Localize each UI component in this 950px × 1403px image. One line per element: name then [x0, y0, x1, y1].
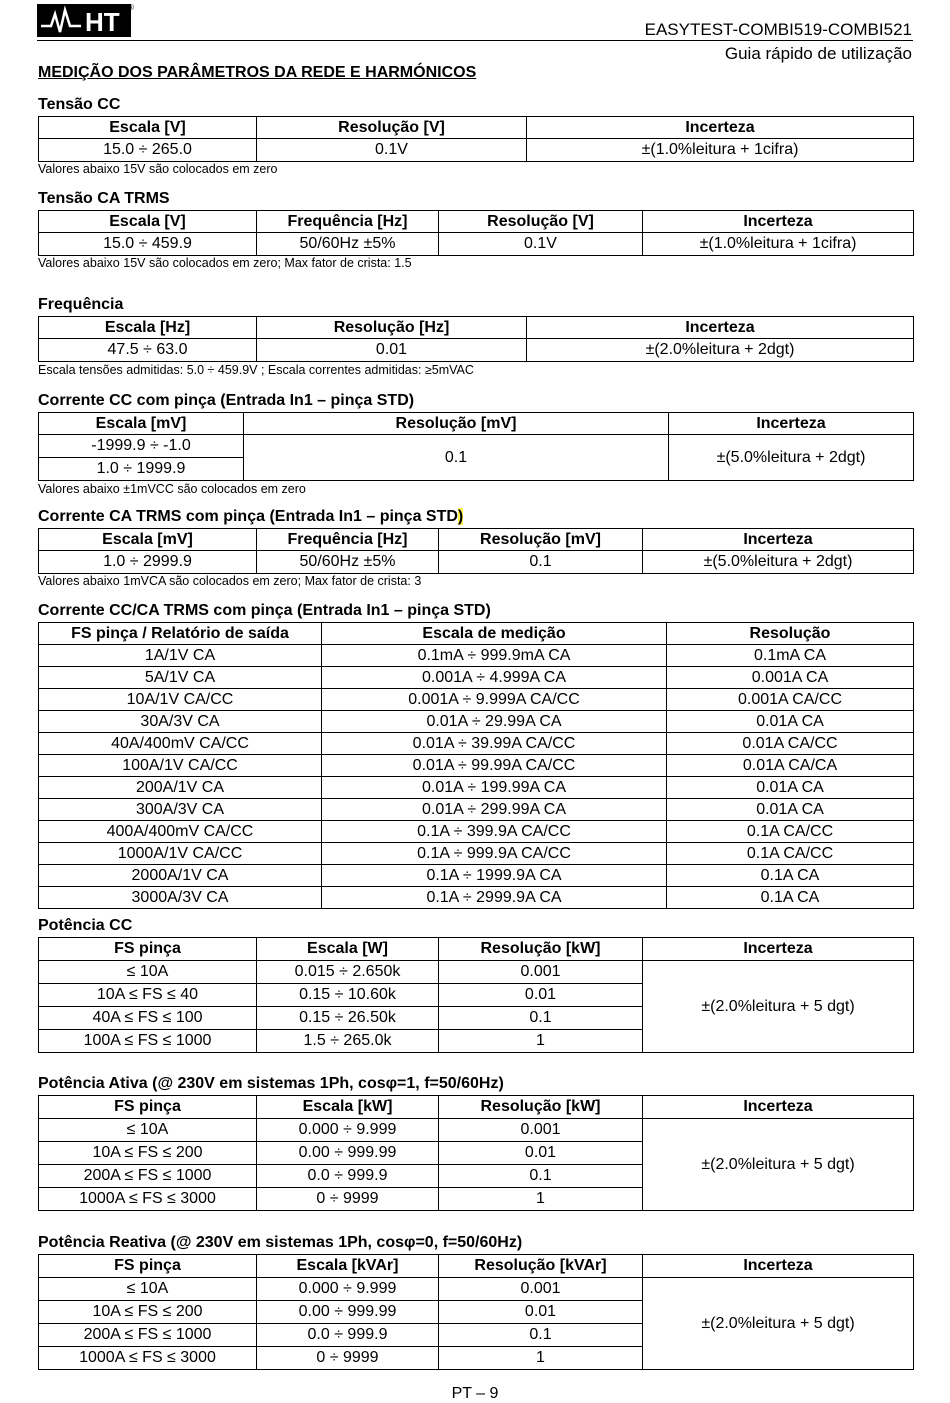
table-cell: 0.01A CA: [667, 711, 914, 733]
table-cell: 10A ≤ FS ≤ 40: [39, 984, 257, 1007]
table-cell: 47.5 ÷ 63.0: [39, 339, 257, 362]
tensao-ca-table: [38, 210, 914, 256]
header-cell: Escala [mV]: [39, 529, 257, 551]
header-cell: Resolução: [667, 623, 914, 645]
table-cell: 0.1A CA: [667, 887, 914, 909]
table-cell: ±(2.0%leitura + 5 dgt): [643, 961, 914, 1053]
corrente-cc-note: Valores abaixo ±1mVCC são colocados em zero: [38, 482, 306, 496]
header-cell: Incerteza: [643, 1096, 914, 1119]
header-cell: Resolução [mV]: [439, 529, 643, 551]
potencia-cc-table: [38, 937, 914, 1053]
table-cell: ≤ 10A: [39, 1119, 257, 1142]
table-cell: 0.001: [439, 1119, 643, 1142]
table-cell: 0.1: [244, 435, 669, 481]
tensao-cc-heading: Tensão CC: [38, 96, 121, 113]
table-cell: 0 ÷ 9999: [257, 1188, 439, 1211]
highlighted-paren: ): [457, 508, 464, 525]
table-cell: 0.01A ÷ 99.99A CA/CC: [322, 755, 667, 777]
table-cell: 0.000 ÷ 9.999: [257, 1278, 439, 1301]
tensao-cc-note: Valores abaixo 15V são colocados em zero: [38, 162, 278, 176]
table-cell: 100A ≤ FS ≤ 1000: [39, 1030, 257, 1053]
table-cell: ≤ 10A: [39, 1278, 257, 1301]
table-cell: 0.001A ÷ 9.999A CA/CC: [322, 689, 667, 711]
table-cell: 15.0 ÷ 459.9: [39, 233, 257, 256]
table-cell: 0.01A CA/CC: [667, 733, 914, 755]
table-cell: ±(1.0%leitura + 1cifra): [643, 233, 914, 256]
table-cell: ±(2.0%leitura + 2dgt): [527, 339, 914, 362]
header-cell: Incerteza: [669, 413, 914, 435]
corrente-ccca-heading: Corrente CC/CA TRMS com pinça (Entrada In1 – pinça STD): [38, 602, 491, 619]
header-cell: FS pinça / Relatório de saída: [39, 623, 322, 645]
header-cell: Resolução [Hz]: [257, 317, 527, 339]
header-cell: Resolução [mV]: [244, 413, 669, 435]
table-cell: 0.01A ÷ 29.99A CA: [322, 711, 667, 733]
header-rule: [37, 40, 913, 41]
header-cell: Frequência [Hz]: [257, 529, 439, 551]
table-cell: 0.00 ÷ 999.99: [257, 1301, 439, 1324]
header-cell: Escala [kVAr]: [257, 1255, 439, 1278]
header-cell: Escala [Hz]: [39, 317, 257, 339]
table-cell: 30A/3V CA: [39, 711, 322, 733]
corrente-ca-title: Corrente CA TRMS com pinça (Entrada In1 – pinça STD: [38, 508, 458, 525]
header-cell: FS pinça: [39, 938, 257, 961]
table-cell: 0.01A ÷ 299.99A CA: [322, 799, 667, 821]
frequencia-note: Escala tensões admitidas: 5.0 ÷ 459.9V ; Escala correntes admitidas: ≥5mVAC: [38, 363, 474, 377]
table-cell: 0.01A CA: [667, 777, 914, 799]
corrente-ca-table: [38, 528, 914, 574]
table-cell: 0.1A ÷ 2999.9A CA: [322, 887, 667, 909]
table-cell: 200A ≤ FS ≤ 1000: [39, 1324, 257, 1347]
table-cell: 0.1A ÷ 999.9A CA/CC: [322, 843, 667, 865]
potencia-ativa-heading: Potência Ativa (@ 230V em sistemas 1Ph, cosφ=1, f=50/60Hz): [38, 1075, 504, 1092]
guide-title: Guia rápido de utilização: [724, 44, 912, 63]
table-cell: 0.00 ÷ 999.99: [257, 1142, 439, 1165]
header-cell: Escala [mV]: [39, 413, 244, 435]
table-cell: 200A ≤ FS ≤ 1000: [39, 1165, 257, 1188]
table-cell: 0.1: [439, 1165, 643, 1188]
potencia-cc-heading: Potência CC: [38, 917, 133, 934]
table-cell: 10A/1V CA/CC: [39, 689, 322, 711]
table-cell: 0.15 ÷ 26.50k: [257, 1007, 439, 1030]
table-cell: 100A/1V CA/CC: [39, 755, 322, 777]
corrente-cc-heading: Corrente CC com pinça (Entrada In1 – pinça STD): [38, 392, 415, 409]
header-cell: Incerteza: [527, 317, 914, 339]
table-cell: 0.1mA CA: [667, 645, 914, 667]
table-cell: 0.01: [257, 339, 527, 362]
table-cell: 3000A/3V CA: [39, 887, 322, 909]
table-cell: 0.01A CA/CA: [667, 755, 914, 777]
header-cell: FS pinça: [39, 1096, 257, 1119]
table-cell: 0.01: [439, 1301, 643, 1324]
header-cell: Resolução [kW]: [439, 938, 643, 961]
frequencia-table: [38, 316, 914, 362]
header-cell: Incerteza: [527, 117, 914, 139]
registered-mark: ®: [128, 3, 134, 12]
table-cell: 0.001: [439, 961, 643, 984]
table-cell: 1.5 ÷ 265.0k: [257, 1030, 439, 1053]
header-cell: Resolução [kW]: [439, 1096, 643, 1119]
table-cell: 0.015 ÷ 2.650k: [257, 961, 439, 984]
tensao-cc-table: [38, 116, 914, 162]
table-cell: 0.1: [439, 1007, 643, 1030]
corrente-ca-note: Valores abaixo 1mVCA são colocados em zero; Max fator de crista: 3: [38, 574, 422, 588]
table-cell: ±(2.0%leitura + 5 dgt): [643, 1119, 914, 1211]
header-cell: Resolução [V]: [257, 117, 527, 139]
header-cell: Escala [W]: [257, 938, 439, 961]
table-cell: 1: [439, 1188, 643, 1211]
table-cell: 0.1: [439, 1324, 643, 1347]
corrente-ccca-table: [38, 622, 914, 909]
table-cell: 0.0 ÷ 999.9: [257, 1324, 439, 1347]
header-cell: Escala [V]: [39, 211, 257, 233]
table-cell: 0.01: [439, 984, 643, 1007]
header-cell: FS pinça: [39, 1255, 257, 1278]
table-cell: 50/60Hz ±5%: [257, 233, 439, 256]
table-cell: 10A ≤ FS ≤ 200: [39, 1142, 257, 1165]
table-cell: 0.01A ÷ 39.99A CA/CC: [322, 733, 667, 755]
table-cell: 0.1V: [439, 233, 643, 256]
table-cell: 200A/1V CA: [39, 777, 322, 799]
header-cell: Incerteza: [643, 1255, 914, 1278]
header-cell: Escala de medição: [322, 623, 667, 645]
section-title: MEDIÇÃO DOS PARÂMETROS DA REDE E HARMÓNICOS: [38, 64, 477, 81]
table-cell: 5A/1V CA: [39, 667, 322, 689]
ht-logo: [37, 4, 131, 37]
table-cell: 0.001: [439, 1278, 643, 1301]
table-cell: 1.0 ÷ 1999.9: [39, 458, 244, 481]
brand-text: HT: [85, 7, 120, 37]
table-cell: 300A/3V CA: [39, 799, 322, 821]
tensao-ca-note: Valores abaixo 15V são colocados em zero; Max fator de crista: 1.5: [38, 256, 412, 270]
table-cell: 1000A/1V CA/CC: [39, 843, 322, 865]
header-cell: Escala [V]: [39, 117, 257, 139]
table-cell: 1: [439, 1347, 643, 1370]
table-cell: -1999.9 ÷ -1.0: [39, 435, 244, 458]
table-cell: 0 ÷ 9999: [257, 1347, 439, 1370]
table-cell: 0.1A CA: [667, 865, 914, 887]
table-cell: 15.0 ÷ 265.0: [39, 139, 257, 162]
table-cell: 0.01A ÷ 199.99A CA: [322, 777, 667, 799]
corrente-cc-table: [38, 412, 914, 481]
table-cell: 0.1A CA/CC: [667, 821, 914, 843]
header-cell: Resolução [V]: [439, 211, 643, 233]
table-cell: 1: [439, 1030, 643, 1053]
table-cell: 0.1V: [257, 139, 527, 162]
table-cell: 40A/400mV CA/CC: [39, 733, 322, 755]
tensao-ca-heading: Tensão CA TRMS: [38, 190, 170, 207]
table-cell: 0.1mA ÷ 999.9mA CA: [322, 645, 667, 667]
page-number: PT – 9: [451, 1385, 499, 1402]
table-cell: 0.1A ÷ 399.9A CA/CC: [322, 821, 667, 843]
table-cell: 1000A ≤ FS ≤ 3000: [39, 1347, 257, 1370]
corrente-ca-heading: [38, 508, 463, 526]
table-cell: 0.01A CA: [667, 799, 914, 821]
table-cell: 1000A ≤ FS ≤ 3000: [39, 1188, 257, 1211]
table-cell: 0.000 ÷ 9.999: [257, 1119, 439, 1142]
table-cell: 400A/400mV CA/CC: [39, 821, 322, 843]
table-cell: 0.001A ÷ 4.999A CA: [322, 667, 667, 689]
table-cell: ±(5.0%leitura + 2dgt): [669, 435, 914, 481]
table-cell: 0.1: [439, 551, 643, 574]
table-cell: 0.01: [439, 1142, 643, 1165]
table-cell: 0.1A ÷ 1999.9A CA: [322, 865, 667, 887]
table-cell: ±(5.0%leitura + 2dgt): [643, 551, 914, 574]
header-cell: Incerteza: [643, 938, 914, 961]
table-cell: 1A/1V CA: [39, 645, 322, 667]
table-cell: 0.1A CA/CC: [667, 843, 914, 865]
header-cell: Incerteza: [643, 529, 914, 551]
potencia-reativa-table: [38, 1254, 914, 1370]
table-cell: 10A ≤ FS ≤ 200: [39, 1301, 257, 1324]
table-cell: 1.0 ÷ 2999.9: [39, 551, 257, 574]
header-cell: Incerteza: [643, 211, 914, 233]
table-cell: ≤ 10A: [39, 961, 257, 984]
model-name: EASYTEST-COMBI519-COMBI521: [644, 20, 912, 39]
table-cell: 40A ≤ FS ≤ 100: [39, 1007, 257, 1030]
frequencia-heading: Frequência: [38, 296, 124, 313]
table-cell: ±(2.0%leitura + 5 dgt): [643, 1278, 914, 1370]
table-cell: 2000A/1V CA: [39, 865, 322, 887]
table-cell: ±(1.0%leitura + 1cifra): [527, 139, 914, 162]
header-cell: Frequência [Hz]: [257, 211, 439, 233]
table-cell: 0.15 ÷ 10.60k: [257, 984, 439, 1007]
table-cell: 0.001A CA: [667, 667, 914, 689]
table-cell: 0.001A CA/CC: [667, 689, 914, 711]
table-cell: 0.0 ÷ 999.9: [257, 1165, 439, 1188]
header-cell: Resolução [kVAr]: [439, 1255, 643, 1278]
potencia-ativa-table: [38, 1095, 914, 1211]
table-cell: 50/60Hz ±5%: [257, 551, 439, 574]
potencia-reativa-heading: Potência Reativa (@ 230V em sistemas 1Ph, cosφ=0, f=50/60Hz): [38, 1234, 523, 1251]
header-cell: Escala [kW]: [257, 1096, 439, 1119]
